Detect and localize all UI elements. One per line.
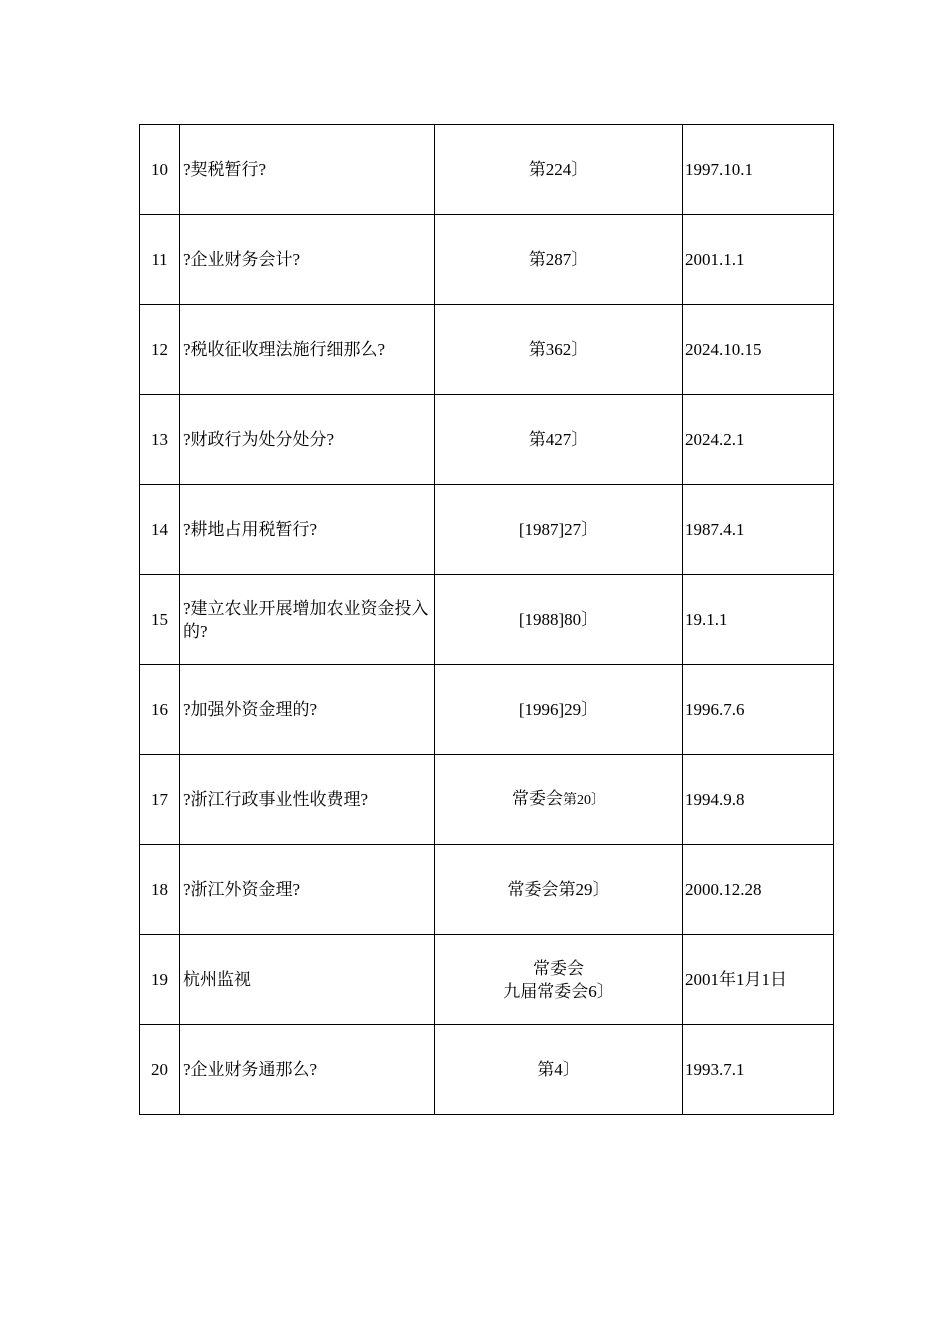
effective-date: 2001年1月1日 bbox=[683, 935, 834, 1025]
effective-date: 19.1.1 bbox=[683, 575, 834, 665]
regulation-title: ?税收征收理法施行细那么? bbox=[180, 305, 435, 395]
table-row bbox=[140, 935, 834, 1025]
row-number: 19 bbox=[140, 935, 180, 1025]
table-row bbox=[140, 305, 834, 395]
effective-date: 1997.10.1 bbox=[683, 125, 834, 215]
effective-date: 1987.4.1 bbox=[683, 485, 834, 575]
row-number: 11 bbox=[140, 215, 180, 305]
table-row bbox=[140, 755, 834, 845]
document-number: 第287〕 bbox=[435, 215, 683, 305]
row-number: 20 bbox=[140, 1025, 180, 1115]
regulation-title: ?建立农业开展增加农业资金投入的? bbox=[180, 575, 435, 665]
effective-date: 2001.1.1 bbox=[683, 215, 834, 305]
table-row bbox=[140, 125, 834, 215]
effective-date: 1996.7.6 bbox=[683, 665, 834, 755]
row-number: 13 bbox=[140, 395, 180, 485]
document-number: 第224〕 bbox=[435, 125, 683, 215]
document-number: 常委会第29〕 bbox=[435, 845, 683, 935]
document-number: 第427〕 bbox=[435, 395, 683, 485]
document-number bbox=[435, 755, 683, 845]
regulation-title: ?耕地占用税暂行? bbox=[180, 485, 435, 575]
row-number: 14 bbox=[140, 485, 180, 575]
table-row bbox=[140, 215, 834, 305]
table-row bbox=[140, 845, 834, 935]
document-number: 第362〕 bbox=[435, 305, 683, 395]
document-number-suffix: 第20〕 bbox=[563, 793, 605, 808]
regulation-title: ?财政行为处分处分? bbox=[180, 395, 435, 485]
regulation-title: ?企业财务会计? bbox=[180, 215, 435, 305]
table-row bbox=[140, 485, 834, 575]
row-number: 16 bbox=[140, 665, 180, 755]
document-number: 第4〕 bbox=[435, 1025, 683, 1115]
table-row bbox=[140, 395, 834, 485]
effective-date: 2024.2.1 bbox=[683, 395, 834, 485]
effective-date: 2000.12.28 bbox=[683, 845, 834, 935]
row-number: 18 bbox=[140, 845, 180, 935]
row-number: 17 bbox=[140, 755, 180, 845]
regulation-title: ?契税暂行? bbox=[180, 125, 435, 215]
document-number-prefix: 常委会 bbox=[512, 789, 563, 808]
regulation-title: ?浙江外资金理? bbox=[180, 845, 435, 935]
regulations-table bbox=[139, 124, 834, 1115]
document-number-line-2: 九届常委会6〕 bbox=[503, 981, 614, 1001]
effective-date: 1993.7.1 bbox=[683, 1025, 834, 1115]
effective-date: 1994.9.8 bbox=[683, 755, 834, 845]
document-number bbox=[435, 935, 683, 1025]
row-number: 10 bbox=[140, 125, 180, 215]
regulation-title: ?企业财务通那么? bbox=[180, 1025, 435, 1115]
table-row bbox=[140, 1025, 834, 1115]
document-number: [1988]80〕 bbox=[435, 575, 683, 665]
effective-date: 2024.10.15 bbox=[683, 305, 834, 395]
row-number: 15 bbox=[140, 575, 180, 665]
document-number: [1987]27〕 bbox=[435, 485, 683, 575]
regulation-title: ?浙江行政事业性收费理? bbox=[180, 755, 435, 845]
table-row bbox=[140, 575, 834, 665]
document-number-line-1: 常委会 bbox=[533, 958, 584, 978]
document-number: [1996]29〕 bbox=[435, 665, 683, 755]
regulation-title: ?加强外资金理的? bbox=[180, 665, 435, 755]
regulation-title: 杭州监视 bbox=[180, 935, 435, 1025]
table-row bbox=[140, 665, 834, 755]
row-number: 12 bbox=[140, 305, 180, 395]
